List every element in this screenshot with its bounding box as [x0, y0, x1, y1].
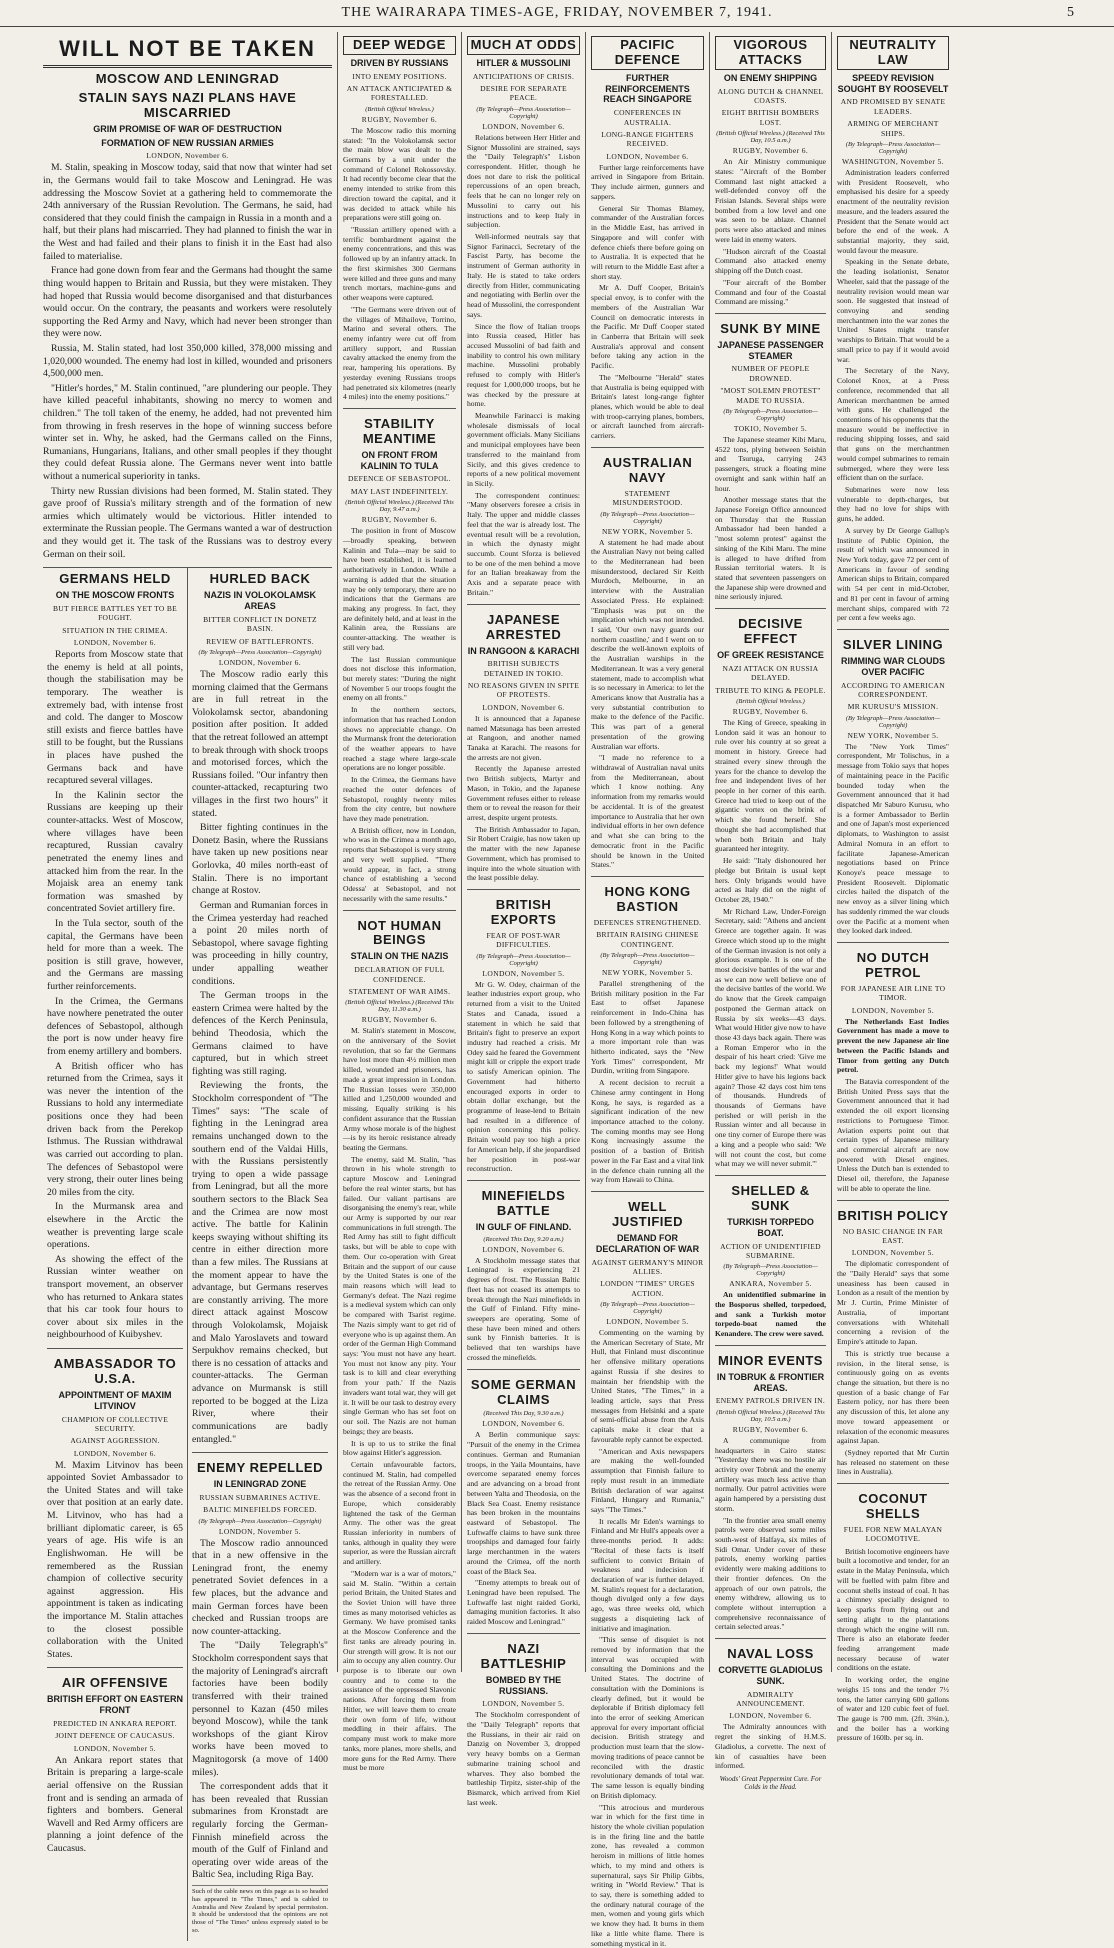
dateline: LONDON, November 6.	[73, 638, 157, 648]
paragraph: A Berlin communique says: "Pursuit of the enemy in the Crimea continues. German and Rumanian troops, in the Yaila Mountains, have overcome separated enemy forces and are advancing on a broad front between Yalta and Theodosia, on the Black Sea Coast. Enemy resistance has been broken in the mountains eastward of Sebastopol. The Luftwaffe claims to have sunk three troopships and damaged four fairly large merchantmen in the waters around the Crimea, off the north coast of the Black Sea.	[467, 1430, 580, 1576]
article-well-justified	[591, 1191, 704, 1948]
headline: BRITISH EXPORTS	[490, 897, 557, 927]
article-decisive-effect	[715, 608, 826, 1169]
subheadline: ON FRONT FROM KALININ TO TULA	[360, 449, 439, 471]
dateline: RUGBY, November 6.	[732, 1424, 809, 1434]
subheadline: STALIN SAYS NAZI PLANS HAVE MISCARRIED	[78, 89, 297, 120]
headline: WELL JUSTIFIED	[612, 1199, 683, 1229]
deck: ALONG DUTCH & CHANNEL COASTS.	[717, 86, 824, 106]
paragraph: A recent decision to recruit a Chinese army contingent in Hong Kong, he says, is regarded as a significant indication of the new importance attached to the colony. The coming months may see Hong Kong increasingly assume the position of a bastion of British power in the Far East and a vital link in the defence chain running all the way from Hawaii to China.	[591, 1078, 704, 1185]
deck: FEAR OF POST-WAR DIFFICULTIES.	[486, 930, 561, 950]
deck: RUSSIAN SUBMARINES ACTIVE.	[199, 1492, 321, 1502]
article-hurled-back	[192, 572, 328, 1446]
paragraph: A Stockholm message states that Leningrad is experiencing 21 degrees of frost. The Russian Baltic fleet has not ceased its attempts to break through the Nazi minefields in the Gulf of Finland. Fifty mine-sweepers are operating. Some of these have been mined and others sunk by Finnish batteries. It is believed that ten warships have crossed the minefields.	[467, 1255, 580, 1362]
wire-credit: (By Telegraph—Press Association—Copyright)	[476, 952, 571, 967]
subheadline: CORVETTE GLADIOLUS SUNK.	[718, 1665, 823, 1686]
paragraph: A survey by Dr George Gallup's Institute of Public Opinion, the result of which was announced in New York today, gave 72 per cent of Americans in favour of sending American ships to Britain, compared with 54 per cent in mid-October, and 81 per cent in favour of arming merchant ships, compared with 72 per cent a few weeks ago.	[837, 525, 949, 623]
dateline: NEW YORK, November 5.	[601, 526, 694, 536]
paragraph: Another message states that the Japanese Foreign Office announced on Thursday that the Russian Ambassador had been handed a "most solemn protest" against the sinking of the Kibi Maru. The mine is alleged to have drifted from Russian territorial waters. It is stated that seventeen passengers on the Japanese ship were drowned and nine seriously injured.	[715, 495, 826, 602]
wire-credit: (By Telegraph—Press Association—Copyright)	[198, 1517, 322, 1525]
article-australian-navy	[591, 447, 704, 870]
deck: DESIRE FOR SEPARATE PEACE.	[480, 84, 567, 103]
headline: DEEP WEDGE	[343, 36, 456, 55]
newspaper-page	[38, 32, 1084, 1948]
deck: BRITISH SUBJECTS DETAINED IN TOKIO.	[483, 659, 564, 678]
deck: NO BASIC CHANGE IN FAR EAST.	[842, 1226, 944, 1245]
dateline: LONDON, November 6.	[482, 1244, 565, 1254]
paragraph: Mr G. W. Odey, chairman of the leather industries export group, who returned from a visit to the United States and Canada, issued a statement in which he said that Britain's fight to preserve an export industry had reached a crisis. Mr Odey said he feared the Government might kill or cripple the export trade to satisfy American opinion. The Government had hitherto encouraged exports in order to obtain dollar exchange, but the programme of lease-lend to Britain had resulted in a difference of opinion concerning this policy. Britain would pay too high a price for American help, if she jeopardised her position in post-war reconstruction.	[467, 979, 580, 1174]
article-not-human-beings	[343, 910, 456, 1773]
paragraph: It is announced that a Japanese named Matsunaga has been arrested at Rangoon, and another named Tanaka at Karachi. The reasons for the arrests are not given.	[467, 713, 580, 762]
wire-credit: (By Telegraph—Press Association—Copyright)	[476, 105, 571, 120]
dateline: LONDON, November 6.	[482, 121, 565, 131]
headline: DECISIVE EFFECT	[738, 616, 803, 647]
deck: MR KURUSU'S MISSION.	[847, 702, 939, 712]
paragraph: Commenting on the warning by the American Secretary of State, Mr Hull, that Finland must discontinue her offensive military operations against Russia if she desires to maintain her friendship with the United States, "The Times," in a leading article, says that Press messages from Helsinki and a spate of semi-official abuse from the Axis capitals make it clear that a favourable reply cannot be expected.	[591, 1328, 704, 1444]
article-naval-loss	[715, 1638, 826, 1791]
deck: BUT FIERCE BATTLES YET TO BE FOUGHT.	[52, 604, 178, 623]
paragraph: The Japanese steamer Kibi Maru, 4522 tons, plying between Seishin and Tsuruga, carrying 243 passengers, struck a floating mine overnight and sank within half an hour.	[715, 434, 826, 493]
article-some-german-claims	[467, 1369, 580, 1627]
headline: AMBASSADOR TO U.S.A.	[53, 1356, 177, 1386]
dateline: TOKIO, November 5.	[733, 423, 808, 433]
paragraph: Meanwhile Farinacci is making wholesale dismissals of local government officials. Many Sicilians and municipal employees have been transferred to the mainland from Sicily, and this gives credence to reports of a new political movement in Sicily.	[467, 410, 580, 489]
deck: SITUATION IN THE CRIMEA.	[62, 625, 168, 635]
paragraph: The diplomatic correspondent of the "Daily Herald" says that some uneasiness has been caused in London as a result of the mention by Mr J. Curtin, Prime Minister of Australia, of important conversations with Whitehall concerning a revision of the Empire's attitude to Japan.	[837, 1259, 949, 1347]
paragraph: Russia, M. Stalin stated, had lost 350,000 killed, 378,000 missing and 1,020,000 wounded. The enemy had lost in killed, wounded and prisoners 4,500,000 men.	[43, 342, 332, 380]
article-stability-meantime	[343, 408, 456, 904]
column-6	[832, 32, 954, 1743]
wire-credit: (British Official Wireless.) (Received This Day, 10.5 a.m.)	[716, 1408, 825, 1423]
paragraph: In the Murmansk area and elsewhere in the Arctic the weather is preventing large scale operations.	[47, 1201, 183, 1251]
deck: REVIEW OF BATTLEFRONTS.	[206, 636, 314, 646]
paragraph: Mr Richard Law, Under-Foreign Secretary, said: "Athens and ancient Greece are together again. It was Greece which stood up to the might of the German invasion is not only a glorious example. It is one of the most decisive battles of the war and as we can now well believe one of the decisive battles of the world. We do know that the Greek campaign postponed the German attack on Russia by six weeks—43 days. What would Hitler give now to have those 43 days back again. There was a Roman Emperor who in the despair of his heart cried: 'Give me back my legions!' What would Hitler give to have his legions back again? Those 42 days cost him tens of thousands. Hundreds of thousands of Germans have perished or will perish in the Russian winter and all because in one tiny corner of Europe there was a king and a people who said: 'We will not count the cost, but come what may we will never submit.'"	[715, 906, 826, 1169]
paragraph: The enemy, said M. Stalin, "has thrown in his whole strength to capture Moscow and Leningrad before the real winter starts, but has failed. Our valiant partisans are disorganising the enemy's rear, while our Army is supported by our rear communications in full strength. The Red Army has still to fight difficult tasks, but will be able to cope with them. Our co-operation with Great Britain and the support of our cause by the United States is one of the main reasons which will lead to Germany's defeat. The Nazi regime is a medieval system which can only be compared with Tsarist regime. The Nazis simply want to get rid of everyone who is up against them. An order of the German High Command says: 'You must not have any heart. You must not know any pity. Your task is to kill and clear everything from your path.' If the Nazis invaders want total war, they will get it. It will be our task to destroy every single German who has set foot on our soil. The Nazis are not human beings; they are beasts.	[343, 1154, 456, 1436]
headline: NEUTRALITY LAW	[837, 36, 949, 70]
headline: COCONUT SHELLS	[858, 1491, 928, 1522]
deck: ANTICIPATIONS OF CRISIS.	[472, 71, 575, 81]
article-sunk-by-mine	[715, 313, 826, 602]
deck: LONG-RANGE FIGHTERS RECEIVED.	[601, 130, 694, 149]
headline: NO DUTCH PETROL	[856, 950, 930, 980]
deck: STATEMENT MISUNDERSTOOD.	[612, 488, 683, 508]
deck: FOR JAPANESE AIR LINE TO TIMOR.	[840, 983, 946, 1003]
headline: NAVAL LOSS	[727, 1646, 814, 1662]
paragraph: Thirty new Russian divisions had been formed, M. Stalin stated. They gave proof of Russia's military strength and of the formation of new armies which ultimately would be victorious. Hitler intended to exterminate the Russian people. The Germans wanted a war of destruction and they would get it. The task of the Russians was to destroy every German on their soil.	[43, 485, 332, 560]
paragraph: An Air Ministry communique states: "Aircraft of the Bomber Command last night attacked a well-defended convoy off the Frisian Islands. Several ships were bombed from a low level and one was seen to be ablaze. Channel ports were also attacked and mines were laid in enemy waters.	[715, 157, 826, 244]
paragraph: "The Germans were driven out of the villages of Mihailove, Torrino, Marino and several others. The enemy infantry were cut off from artillery support, and Russian cavalry attacked the enemy from the rear, hampering his operations. By yesterday evening Russians troops had penetrated six kilometres (nearly 4 miles) into the enemy positions."	[343, 304, 456, 402]
paragraph: The British Ambassador to Japan, Sir Robert Craigie, has now taken up the matter with the new Japanese Government, which has promised to inquire into the whole situation with the least possible delay.	[467, 824, 580, 883]
paragraph: The Batavia correspondent of the British United Press says that the Government announced that it had extended the oil export licensing restrictions to Portuguese Timor. Aviation experts point out that certain types of Japanese military and commercial aircraft are now powered with Diesel engines. Unless the Dutch ban is extended to Diesel oil, therefore, the Japanese will be able to operate the line.	[837, 1077, 949, 1193]
column-1-subcolumns	[43, 567, 332, 1941]
paragraph: In the Kalinin sector the Russians are keeping up their counter-attacks. West of Moscow, where villages have been recaptured, Russian cavalry penetrated the enemy lines and attacked him from the rear. In the Mojaisk area an enemy tank formation was smashed by concentrated Soviet artillery fire.	[47, 789, 183, 915]
article-shelled-and-sunk	[715, 1175, 826, 1339]
article-hong-kong-bastion	[591, 876, 704, 1185]
headline: SOME GERMAN CLAIMS	[470, 1376, 577, 1407]
paragraph: In the Tula sector, south of the capital, the Germans have been held for more than a week. The position is still grave, however, and the Germans are massing further reinforcements.	[47, 917, 183, 992]
paragraph: It is up to us to strike the final blow against Hitler's aggression.	[343, 1438, 456, 1458]
main-headline: WILL NOT BE TAKEN	[43, 36, 332, 68]
wire-credit: (By Telegraph—Press Association—Copyright)	[600, 510, 695, 525]
paragraph: In the Crimea, the Germans have nowhere penetrated the outer defences of Sebastopol, although the port is now under heavy fire from enemy artillery and bombers.	[47, 995, 183, 1058]
paragraph: "In the frontier area small enemy patrols were observed some miles south-west of Halfaya, six miles of Sidi Omar. Under cover of these patrols, enemy working parties evidently were making additions to their frontier defences. On the approach of our own patrols, the enemy withdrew, allowing us to complete without interruption a comprehensive reconnaissance of certain selected areas."	[715, 1515, 826, 1632]
subheadline: HITLER & MUSSOLINI	[476, 57, 571, 68]
wire-credit: (British Official Wireless.)	[736, 698, 805, 705]
headline: HONG KONG BASTION	[604, 883, 691, 914]
wire-credit: (By Telegraph—Press Association—Copyright)	[845, 714, 941, 729]
paragraph: In the northern sectors, information that has reached London shows no appreciable change. On the Murmansk front the deterioration of the weather appears to have reached a stage where large-scale operations are no longer possible.	[343, 705, 456, 773]
times-copyright-note: Such of the cable news on this page as is so headed has appeared in "The Times," and is cabled to Australia and New Zealand by special permission. It should be understood that the opinions are not those of "The Times" unless expressly stated to be so.	[192, 1885, 328, 1935]
wire-credit: (British Official Wireless.) (Received This Day, 9.47 a.m.)	[345, 499, 454, 514]
wire-credit: (By Telegraph—Press Association—Copyright)	[723, 407, 818, 422]
wire-credit: (By Telegraph—Press Association—Copyright)	[845, 140, 941, 155]
paragraph: In working order, the engine weighs 15 tons and the tender 7½ tons, the latter carrying 600 gallons of water and 120 cubic feet of fuel. The gauge is 700 mm. (2ft. 3⅝in.), and the boiler has a working pressure of 160lb. per sq. in.	[837, 1675, 949, 1743]
paragraph: British locomotive engineers have built a locomotive and tender, for an estate in the Malay Peninsula, which will be fuelled with palm fibre and coconut shells instead of coal. It has a chimney specially designed to keep sparks from flying out and setting alight to the plantations through which the engine will run. There is also an elaborate feeder feeding arrangement made necessary because of water conditions on the estate.	[837, 1546, 949, 1673]
paragraph: The "Daily Telegraph's" Stockholm correspondent says that the majority of Leningrad's aircraft factories have been bodily transferred with their trained personnel to Kazan (450 miles beyond Moscow), while the tank workshops of the giant Kirov works have been moved to Magnitogorsk (a move of 1400 miles).	[192, 1640, 328, 1778]
paragraph: France had gone down from fear and the Germans had thought the same thing would happen to Britain and Russia, but they were mistaken. They had hoped that Russia would become disorganised and that disturbances would occur. On the contrary, the peasants and workers were resolutely supporting the Red Army and Navy, which had never been stronger than they were now.	[43, 265, 332, 340]
paragraph: M. Maxim Litvinov has been appointed Soviet Ambassador to the United States and will take over that position at an early date. M. Litvinov, who has had a brilliant diplomatic career, is 65 years of age. His wife is an Englishwoman. He will be remembered as the Russian champion of collective security against aggression. His appointment is taken as indicating the importance M. Stalin attaches to the closest possible collaboration with the United States.	[47, 1459, 183, 1660]
deck: NUMBER OF PEOPLE DROWNED.	[731, 364, 810, 383]
deck: TRIBUTE TO KING & PEOPLE.	[715, 685, 826, 695]
article-no-dutch-petrol	[837, 942, 949, 1194]
deck: "MOST SOLEMN PROTEST" MADE TO RUSSIA.	[720, 386, 821, 405]
deck: JOINT DEFENCE OF CAUCASUS.	[55, 1731, 175, 1741]
headline: NAZI BATTLESHIP	[480, 1640, 567, 1671]
dateline: LONDON, November 6.	[218, 657, 302, 667]
paragraph: Certain unfavourable factors, continued M. Stalin, had compelled the retreat of the Russian Army. One was the absence of a second front in Europe, which considerably lightened the task of the German Army. The other was the great Russian inferiority in numbers of tanks, although in quality they were superior, as were the Russian aircraft and artillery.	[343, 1459, 456, 1567]
headline: NOT HUMAN BEINGS	[357, 917, 442, 948]
deck: FUEL FOR NEW MALAYAN LOCOMOTIVE.	[843, 1525, 943, 1544]
paragraph: German and Rumanian forces in the Crimea yesterday had reached a point 20 miles north of Sebastopol, where savage fighting was proceeding in hilly country, under appalling weather conditions.	[192, 899, 328, 987]
subheadline: SPEEDY REVISION SOUGHT BY ROOSEVELT	[837, 72, 949, 94]
article-british-exports	[467, 889, 580, 1174]
paragraph: "Hitler's hordes," M. Stalin continued, "are plundering our people. They have killed peaceful inhabitants, showing no mercy to women and children." The toll taken of the enemy, he added, had not prevented him from throwing in fresh reserves in the hope of winning success before winter set in. Why, he asked, had the Germans called on the Finns, Rumanians, Hungarians, Italians, and other small peoples if they thought they could defeat Russia alone. The Germans never went into battle without a numerical superiority in tanks.	[43, 382, 332, 483]
article-germans-held	[47, 572, 183, 1342]
dateline: LONDON, November 6.	[482, 702, 565, 712]
column-4	[586, 32, 710, 1948]
dateline: LONDON, November 5.	[482, 968, 565, 978]
deck: EIGHT BRITISH BOMBERS LOST.	[721, 108, 820, 127]
wire-credit: (By Telegraph—Press Association—Copyright)	[600, 1301, 695, 1316]
deck: AGAINST AGGRESSION.	[70, 1436, 160, 1446]
paragraph: "Four aircraft of the Bomber Command and four of the Coastal Command are missing."	[715, 277, 826, 307]
deck: ACCORDING TO AMERICAN CORRESPONDENT.	[841, 680, 945, 699]
column-1	[38, 32, 338, 1935]
subcolumn-right	[187, 568, 332, 1941]
paragraph: A British officer, now in London, who was in the Crimea a month ago, reports that Sebastopol is very strong and very well supplied. "There would appear, in fact, a strong chance of establishing a 'second Odessa' at Sebastopol, and not necessarily with the same results."	[343, 825, 456, 903]
paragraph: (Sydney reported that Mr Curtin has released no statement on these lines in Australia).	[837, 1447, 949, 1477]
article-much-at-odds	[467, 36, 580, 598]
subheadline: FURTHER REINFORCEMENTS REACH SINGAPORE	[603, 72, 692, 105]
deck: FORMATION OF NEW RUSSIAN ARMIES	[101, 137, 274, 148]
paragraph: It recalls Mr Eden's warnings to Finland and Mr Hull's appeals over a three-months period. It adds: "Recital of these facts is itself sufficient to convict Britain of weakness and indecision if declaration of war is further delayed. M. Stalin's request for a declaration, though divulged only a few days ago, was three weeks old, which suggests a disquieting lack of initiative and imagination.	[591, 1516, 704, 1633]
subheadline: BOMBED BY THE RUSSIANS.	[485, 1674, 562, 1696]
paragraph: The "Melbourne "Herald" states that Australia is being equipped with Britain's latest long-range fighter planes, which would be able to deal with troop-carrying planes, bombers, or aircraft launched from aircraft-carriers.	[591, 372, 704, 441]
paragraph: Relations between Herr Hitler and Signor Mussolini are strained, says the "Daily Telegraph's" Lisbon correspondent. Hitler, though he does not dare to risk the political repercussions of an open breach, feels that he can no longer rely on Mussolini to carry out his instructions and to keep Italy in subjection.	[467, 132, 580, 230]
deck: ADMIRALTY ANNOUNCEMENT.	[736, 1689, 805, 1709]
deck: NAZI ATTACK ON RUSSIA DELAYED.	[722, 663, 819, 683]
deck: DECLARATION OF FULL CONFIDENCE.	[354, 965, 445, 984]
deck: CONFERENCES IN AUSTRALIA.	[613, 108, 682, 127]
paragraph: In the Crimea, the Germans have reached the outer defences of Sebastopol, roughly twenty miles from the city centre, but nowhere have they made penetration.	[343, 775, 456, 824]
paragraph: M. Stalin, speaking in Moscow today, said that now that winter had set in, the Germans would fail to take Moscow and Leningrad. He was addressing the Moscow Soviet at a gathering held to commemorate the 24th anniversary of the Russian Revolution. The Germans, he said, had considered that they could finish the campaign in Russia in a month and a half, but their plans had miscarried. They had planned to finish the war in the West and had failed and their plans to finish it in the East had also failed to materialise.	[43, 162, 332, 262]
article-enemy-repelled	[192, 1452, 328, 1935]
paragraph: The Secretary of the Navy, Colonel Knox, at a Press conference, recommended that all American merchantmen be armed with guns. He challenged the contentions of his opponents that the measure would be ineffective in reducing shipping losses, and said that guns on the merchantmen would compel submarines to remain submerged, where they were less efficient than on the surface.	[837, 366, 949, 483]
subheadline: MOSCOW AND LENINGRAD	[95, 71, 280, 86]
deck: CHAMPION OF COLLECTIVE SECURITY.	[61, 1414, 169, 1433]
article-british-policy	[837, 1200, 949, 1478]
article-minefields-battle	[467, 1180, 580, 1363]
paragraph: The correspondent adds that it has been revealed that Russian submarines from Kronstadt are regularly forcing the German-Finnish minefield across the mouth of the Gulf of Finland and operating over wide areas of the Baltic Sea, including Riga Bay.	[192, 1781, 328, 1881]
deck: ENEMY PATROLS DRIVEN IN.	[715, 1396, 826, 1406]
paragraph: "American and Axis newspapers are making the well-founded assumption that Finnish failure to reply must result in an immediate British declaration of war against Finland, Hungary and Rumania," says "The Times."	[591, 1446, 704, 1514]
article-air-offensive	[47, 1667, 183, 1855]
headline: HURLED BACK	[209, 571, 311, 587]
headline: SUNK BY MINE	[720, 320, 821, 336]
subcolumn-left	[43, 568, 187, 1941]
paragraph: The correspondent continues: "Many observers foresee a crisis in Italy. The upper and middle classes feel that the war is already lost. The eventual result will be a revolution, in which the dynasty might succumb. Count Sforza is believed to be one of the men behind a move for an Italian breakaway from the Axis and a separate peace with Britain."	[467, 490, 580, 597]
paragraph: "This sense of disquiet is not removed by information that the interval was occupied with consulting the Dominions and the United States. The doctrine of consultation with the Dominions is clearly defined, but it would be deplorable if British diplomacy fell into the error of seeking American approval for every important official decision. British strategy and production must learn that the slow-moving traditions of peace cannot be reconciled with the drastic revolutionary demands of total war. The same lesson is equally binding on British diplomacy.	[591, 1635, 704, 1800]
wire-credit: (British Official Wireless.) (Received This Day, 10.5 a.m.)	[716, 130, 825, 145]
dateline: RUGBY, November 6.	[732, 146, 809, 156]
headline: SILVER LINING	[842, 637, 944, 653]
paragraph: The Stockholm correspondent of the "Daily Telegraph" reports that the Russians, in their air raid on Danzig on November 3, dropped very heavy bombs on a German submarine training school and wharves. They also bombed the battleship Tirpitz, sister-ship of the Bismarck, which arrived from Kiel last week.	[467, 1710, 580, 1807]
paragraph: The last Russian communique does not disclose this information, but merely states: "During the night of November 5 our troops fought the enemy on all fronts."	[343, 654, 456, 703]
article-minor-events	[715, 1345, 826, 1632]
article-ambassador	[47, 1348, 183, 1661]
subheadline: NAZIS IN VOLOKOLAMSK AREAS	[204, 590, 316, 612]
dateline: RUGBY, November 6.	[361, 114, 438, 124]
subheadline: ON ENEMY SHIPPING	[723, 72, 818, 83]
dateline: LONDON, November 5.	[218, 1526, 302, 1536]
wire-credit: (By Telegraph—Press Association—Copyright)	[198, 648, 322, 656]
paragraph: Speaking in the Senate debate, the leading isolationist, Senator Wheeler, said that the passage of the neutrality revision would mean war soon. He suggested that instead of convoying and sending merchantmen into the war zones the United States might transfer warships to Britain. That would be a small price to pay if it would avoid war.	[837, 257, 949, 364]
subheadline: OF GREEK RESISTANCE	[717, 650, 824, 661]
paragraph: The Moscow radio early this morning claimed that the Germans are in full retreat in the Volokolamsk sector, abandoning position after position. It added that the retreat followed an attempt to break through with shock troops and motorised forces, which the Russians foiled. "Our infantry then counter-attacked, recapturing two villages in the first two hours" it stated.	[192, 668, 328, 819]
headline: GERMANS HELD	[59, 571, 171, 587]
dateline: RUGBY, November 6.	[361, 515, 438, 525]
dateline: LONDON, November 5.	[482, 1699, 565, 1709]
deck: PREDICTED IN ANKARA REPORT.	[53, 1718, 177, 1728]
masthead-title: THE WAIRARAPA TIMES-AGE, FRIDAY, NOVEMBER 7, 1941.	[341, 5, 773, 20]
paragraph: Further large reinforcements have arrived in Singapore from Britain. They include airmen, gunners and sappers.	[591, 162, 704, 201]
wire-credit: (Received This Day, 9.20 a.m.)	[483, 1235, 564, 1243]
deck: ARMING OF MERCHANT SHIPS.	[847, 119, 939, 138]
wire-credit: (British Official Wireless.)	[365, 105, 434, 113]
deck: ACTION OF UNIDENTIFIED SUBMARINE.	[720, 1241, 821, 1260]
dateline: LONDON, November 5.	[851, 1005, 935, 1015]
paragraph: An unidentified submarine in the Bosporus shelled, torpedoed, and sank a Turkish motor torpedo-boat named the Kenandere. The crew were saved.	[715, 1290, 826, 1339]
paragraph: This is strictly true because a revision, in the literal sense, is continuously going on as events change the situation, but there is no question of a basic change of Far Eastern policy, nor has there been any discussion of this, let alone any move toward appeasement or relaxation of the economic measures against Japan.	[837, 1348, 949, 1446]
headline: STABILITY MEANTIME	[362, 415, 437, 446]
headline: VIGOROUS ATTACKS	[715, 36, 826, 70]
dateline: LONDON, November 6.	[482, 1419, 565, 1429]
deck: AN ATTACK ANTICIPATED & FORESTALLED.	[346, 84, 453, 103]
dateline: LONDON, November 6.	[729, 1711, 812, 1721]
paragraph: He said: "Italy dishonoured her pledge but Britain is usual kept hers. Only brigands would have acted as Italy did on the night of October 28, 1940."	[715, 856, 826, 904]
headline: MINEFIELDS BATTLE	[481, 1188, 566, 1218]
deck: BITTER CONFLICT IN DONETZ BASIN.	[203, 614, 317, 634]
deck: DEFENCE OF SEBASTOPOL.	[348, 474, 451, 484]
subheadline: JAPANESE PASSENGER STEAMER	[717, 339, 824, 361]
article-silver-lining	[837, 629, 949, 936]
paragraph: Submarines were now less vulnerable to depth-charges, but they had no love for ships with guns, he added.	[837, 484, 949, 524]
subheadline: RIMMING WAR CLOUDS OVER PACIFIC	[841, 655, 945, 677]
subheadline: TURKISH TORPEDO BOAT.	[727, 1216, 814, 1238]
article-deep-wedge	[343, 36, 456, 402]
paragraph: Well-informed neutrals say that Signor Farinacci, Secretary of the Fascist Party, has become the instrument of German authority in Italy. He is stated to take orders directly from Hitler, communicating and negotiating with Berlin over the head of Mussolini, the correspondent says.	[467, 232, 580, 319]
column-3	[462, 32, 586, 1807]
paragraph: Parallel strengthening of the British military position in the Far East to offset Japanese reinforcement in Indo-China has been followed by a strengthening of Hong Kong in a way which points to a more important role than was hitherto indicated, says the "New York Times" correspondent, Mr Durdin, writing from Singapore.	[591, 978, 704, 1076]
dateline: ANKARA, November 5.	[729, 1279, 812, 1289]
paragraph: The German troops in the eastern Crimea were halted by the defences of the Kerch Peninsula, behind Theodosia, which the Germans claimed to have captured, but in which street fighting was still raging.	[192, 990, 328, 1077]
article-neutrality-law	[837, 36, 949, 623]
wire-credit: (British Official Wireless.) (Received This Day, 11.30 a.m.)	[345, 999, 454, 1014]
dateline: LONDON, November 6.	[606, 151, 689, 161]
dateline: LONDON, November 5.	[606, 1317, 689, 1327]
paragraph: Mr A. Duff Cooper, Britain's special envoy, is to confer with the members of the Australian War Council on democratic interests in the Pacific. Mr Duff Cooper stated in Canberra that Britain will seek Australia's approval and consent before taking any action in the Pacific.	[591, 283, 704, 371]
headline: AUSTRALIAN NAVY	[602, 454, 693, 485]
paragraph: "This atrocious and murderous war in which for the first time in history the whole civilian population is in the firing line and the battle zone, has revealed a common heroism in millions of little homes which, to my mind and others is supernatural, says Sir Philip Gibbs, writing in "World Review." That is to say, there is something added to the ordinary natural courage of the men, women and young girls which we know they had. It burns in them like a little white flame. There is something mystical in it.	[591, 1802, 704, 1948]
masthead	[0, 0, 1114, 27]
headline: ENEMY REPELLED	[197, 1460, 323, 1476]
paragraph: Reviewing the fronts, the Stockholm correspondent of "The Times" says: "The scale of fighting in the Leningrad area remains unchanged down to the southern end of the Valdai Hills, with the Russians persistently trying to open a wide passage from Leningrad, but all the more southern sectors to the Black Sea and the Crimea are now most active. The battle for Kalinin keeps swaying without shifting its centre in either direction more than a few miles. The Russians at the moment appear to have the advantage, but Germans reserves are constantly arriving. The more direct attack against Moscow through Volokolamsk, Mojaisk and Malo Yaroslavets and toward Serpukhov remains checked, but there is no cessation of attacks and counter-attacks. The German advance on Murmansk is still reported to be bogged at the Liza River, where their communications are badly entangled."	[192, 1080, 328, 1445]
article-will-not-be-taken	[43, 36, 332, 561]
column-5	[710, 32, 832, 1792]
wire-credit: (By Telegraph—Press Association—Copyright)	[723, 1263, 818, 1278]
headline: SHELLED & SUNK	[731, 1183, 810, 1213]
dateline: WASHINGTON, November 5.	[842, 156, 944, 166]
article-pacific-defence	[591, 36, 704, 441]
subheadline: DEMAND FOR DECLARATION OF WAR	[595, 1232, 700, 1254]
headline: MINOR EVENTS	[718, 1352, 823, 1368]
paragraph: The Admiralty announces with regret the sinking of H.M.S. Gladiolus, a corvette. The next of kin of casualties have been informed.	[715, 1722, 826, 1771]
article-japanese-arrested	[467, 604, 580, 883]
paragraph: A statement he had made about the Australian Navy not being called to the Mediterranean had been misunderstood, declared Sir Keith Murdoch, Melbourne, in an interview with the Australian Associated Press. He explained: "Emphasis was put on the implication which was not intended. I said, 'Our own navy guards our northern coastline,' and I went on to describe the well-known exploits of the Australian warships in the Mediterranean. It was a very general statement, made to accomplish what is so necessary in America: to let the Americans know that Australia has a very substantial contribution to make to the defence of the Pacific. This was part of a general presentation of the growing Australian war efforts.	[591, 537, 704, 751]
deck: LONDON "TIMES" URGES ACTION.	[600, 1279, 695, 1298]
deck: NO REASONS GIVEN IN SPITE OF PROTESTS.	[467, 681, 580, 700]
paragraph: An Ankara report states that Britain is preparing a large-scale aerial offensive on the Russian front and is sending an armada of fighters and bombers. General Wavell and Red Army officers are planning a joint defence of the Caucasus.	[47, 1754, 183, 1854]
paragraph: "Hudson aircraft of the Coastal Command also attacked enemy shipping off the Dutch coast.	[715, 246, 826, 276]
dateline: LONDON, November 5.	[851, 1248, 935, 1258]
subheadline: IN LENINGRAD ZONE	[213, 1479, 307, 1490]
dateline: LONDON, November 6.	[146, 151, 229, 161]
subheadline: IN GULF OF FINLAND.	[475, 1221, 572, 1232]
deck: BALTIC MINEFIELDS FORCED.	[203, 1505, 317, 1515]
paragraph: Recently the Japanese arrested two British subjects, Martyr and Mason, in Tokio, and the Japanese Government refuses either to release them or to reveal the reason for their arrest, despite urgent protests.	[467, 764, 580, 822]
article-coconut-shells	[837, 1483, 949, 1743]
deck: AND PROMISED BY SENATE LEADERS.	[840, 97, 946, 116]
dateline: NEW YORK, November 5.	[601, 967, 694, 977]
subheadline: BRITISH EFFORT ON EASTERN FRONT	[47, 1694, 184, 1716]
paragraph: General Sir Thomas Blamey, commander of the Australian forces in the Middle East, has arrived in Singapore and will confer with defence chiefs there before going on to Australia. It is expected that he will return to the Middle East after a short stay.	[591, 203, 704, 281]
paragraph: The Moscow radio this morning stated: "In the Volokolamsk sector the main blow was dealt to the Germans by a unit under the command of Colonel Rokossovsky. It had recently become clear that the enemy intended to strike from this direction toward the capital, and it was decided to attack while his preparations were still going on.	[343, 125, 456, 223]
subheadline: APPOINTMENT OF MAXIM LITVINOV	[58, 1389, 172, 1411]
headline: AIR OFFENSIVE	[61, 1675, 169, 1691]
paragraph: "Russian artillery opened with a terrific bombardment against the enemy concentrations, and this was followed up by an infantry attack. In the first skirmishes 300 Germans were killed and three guns and many trench mortars, machine-guns and other weapons were captured.	[343, 225, 456, 303]
subheadline: IN TOBRUK & FRONTIER AREAS.	[716, 1371, 825, 1393]
deck: MAY LAST INDEFINITELY.	[350, 486, 449, 496]
headline: JAPANESE ARRESTED	[485, 611, 562, 642]
subheadline: STALIN ON THE NAZIS	[350, 951, 449, 962]
paragraph: A communique from headquarters in Cairo states: "Yesterday there was no hostile air activity over Tobruk and the enemy artillery was much less active than normally. Our patrol activities were again hampered by a persisting dust storm.	[715, 1435, 826, 1513]
paragraph: "Enemy attempts to break out of Leningrad have been repulsed. The Luftwaffe last night raided Gorki, damaging munition factories. It also raided Moscow and Leningrad."	[467, 1578, 580, 1627]
paragraph: The "New York Times" correspondent, Mr Tolischus, in a message from Tokio says that hopes of maintaining peace in the Pacific bounded today when the Government announced that it had dispatched Mr Saburo Kurusu, who is a former Ambassador to Berlin and one of Japan's most experienced diplomats, to Washington to assist Admiral Nomura in an effort to facilitate Japanese-American negotiations based on Prince Konoye's peace message to President Roosevelt. Diplomatic circles hailed the dispatch of the new envoy as a silver lining which has suddenly rimmed the war clouds over the Pacific at a moment when they looked dark indeed.	[837, 741, 949, 936]
headline: PACIFIC DEFENCE	[591, 36, 704, 70]
dateline: NEW YORK, November 5.	[847, 730, 939, 740]
paragraph: The position in front of Moscow—broadly speaking, between Kalinin and Tula—may be said to have been established, it is learned authoritatively in London. While a warning is added that the situation may be only temporary, there are no indications that the Germans are making any progress. In fact, they are definitely held, and at least in the Kalinin area, the Russians are counter-attacking. The weather is still very bad.	[343, 526, 456, 652]
subheadline: IN RANGOON & KARACHI	[467, 645, 580, 656]
column-2	[338, 32, 462, 1773]
page-number: 5	[1067, 5, 1074, 20]
paragraph: Since the flow of Italian troops into Russia ceased, Hitler has accused Mussolini of bad faith and inability to control his own military machine. Mussolini probably refused to comply with Hitler's request for 1,000,000 troops, but he was checked by the pressure at home.	[467, 321, 580, 409]
paragraph: A British officer who has returned from the Crimea, says it was never the intention of the Russians to hold any intermediate positions once they had been driven back from the Perekop Isthmus. The Russian withdrawal was carried out according to plan. The defences of Sebastopol were very strong, their outer lines being 20 miles from the city.	[47, 1060, 183, 1198]
advertisement: Woods' Great Peppermint Cure. For Colds in the Head.	[719, 1775, 822, 1792]
article-nazi-battleship	[467, 1633, 580, 1808]
paragraph: The Moscow radio announced that in a new offensive in the Leningrad front, the enemy penetrated Soviet defences in a few places, but the advance and main German forces have been checked and Russian troops are now counter-attacking.	[192, 1537, 328, 1637]
deck: BRITAIN RAISING CHINESE CONTINGENT.	[596, 930, 699, 949]
dateline: LONDON, November 5.	[73, 1743, 157, 1753]
headline: MUCH AT ODDS	[467, 36, 580, 55]
paragraph: Reports from Moscow state that the enemy is held at all points, though the stabilisation may be temporary. The weather is extremely bad, with intense frost and cold. The danger to Moscow still exists and fierce battles have still to be fought, but the Russians in places have pushed the Germans back and have recaptured several villages.	[47, 649, 183, 787]
deck: DEFENCES STRENGTHENED.	[593, 917, 702, 927]
deck: GRIM PROMISE OF WAR OF DESTRUCTION	[93, 123, 282, 134]
paragraph: "Modern war is a war of motors," said M. Stalin. "Within a certain period Britain, the United States and the Soviet Union will have three times as many motorised vehicles as Germany. We have promised tanks at the Moscow Conference and the first tanks are already pouring in. Our strength will grow. It is not our aim to occupy any alien country. Our purpose is to liberate our own country and to come to the assistance of the oppressed Slavonic nations. After forcing them from Hitler, we will leave them to create their own form of life, without meddling in their affairs. The company must work to make more tanks, more planes, more shells, and more guns for the Red Army. There must be more	[343, 1568, 456, 1773]
wire-credit: (Received This Day, 9.30 a.m.)	[483, 1410, 564, 1418]
dateline: RUGBY, November 6.	[732, 707, 809, 716]
paragraph: Bitter fighting continues in the Donetz Basin, where the Russians have taken up new positions near Gorlovka, 40 miles north-east of Stalin. There is no important change at Rostov.	[192, 822, 328, 897]
subheadline: ON THE MOSCOW FRONTS	[55, 590, 175, 601]
paragraph: M. Stalin's statement in Moscow, on the anniversary of the Soviet revolution, that so far the Germans have lost more than 4½ million men killed, wounded and prisoners, has made a great impression in London. The Russian losses were 350,000 killed and 1,250,000 wounded and missing. Equally striking is his confident assurance that the Russian Army whose morale is of the highest—is by its heroic resistance already beating the Germans.	[343, 1026, 456, 1152]
subheadline: DRIVEN BY RUSSIANS	[350, 57, 449, 68]
paragraph: The Netherlands East Indies Government has made a move to prevent the new Japanese air line between the Pacific Islands and Timor from getting any Dutch petrol.	[837, 1016, 949, 1075]
dateline: RUGBY, November 6.	[361, 1015, 438, 1025]
wire-credit: (By Telegraph—Press Association—Copyright)	[600, 951, 695, 966]
deck: AGAINST GERMANY'S MINOR ALLIES.	[591, 1257, 704, 1276]
dateline: LONDON, November 6.	[73, 1448, 157, 1458]
paragraph: The King of Greece, speaking in London said it was an honour to rule over his country at so great a moment in history. Greece had strained every sinew through the years for the chance to develop the free and independent lives of her people in her corner of this earth. Greece had tried to keep out of the gigantic vortex on the brink of which she found herself. She thought she had accomplished that when both Britain and Italy guaranteed her integrity.	[715, 718, 826, 854]
headline: BRITISH POLICY	[837, 1207, 949, 1223]
deck: STATEMENT OF WAR AIMS.	[348, 986, 451, 996]
article-vigorous-attacks	[715, 36, 826, 307]
paragraph: As showing the effect of the Russian winter weather on transport movement, an observer who has returned to Ankara states that his car took four hours to cover about six miles in the neighbourhood of Kuibyshev.	[47, 1253, 183, 1341]
paragraph: "I made no reference to a withdrawal of Australian naval units from the Mediterranean, about which I know nothing. Any information from my remarks would be accidental. It is of the greatest importance to Australia that her own individual efforts in her own defence and what she can bring to the democratic front in the Pacific should be known in the United States."	[591, 753, 704, 870]
deck: INTO ENEMY POSITIONS.	[352, 71, 447, 81]
paragraph: Administration leaders conferred with President Roosevelt, who emphasised his desire for a speedy enactment of the neutrality revision measure, and the leaders assured the President that the Senate would act before the end of the week. A substantial majority, they said, would favour the measure.	[837, 167, 949, 255]
